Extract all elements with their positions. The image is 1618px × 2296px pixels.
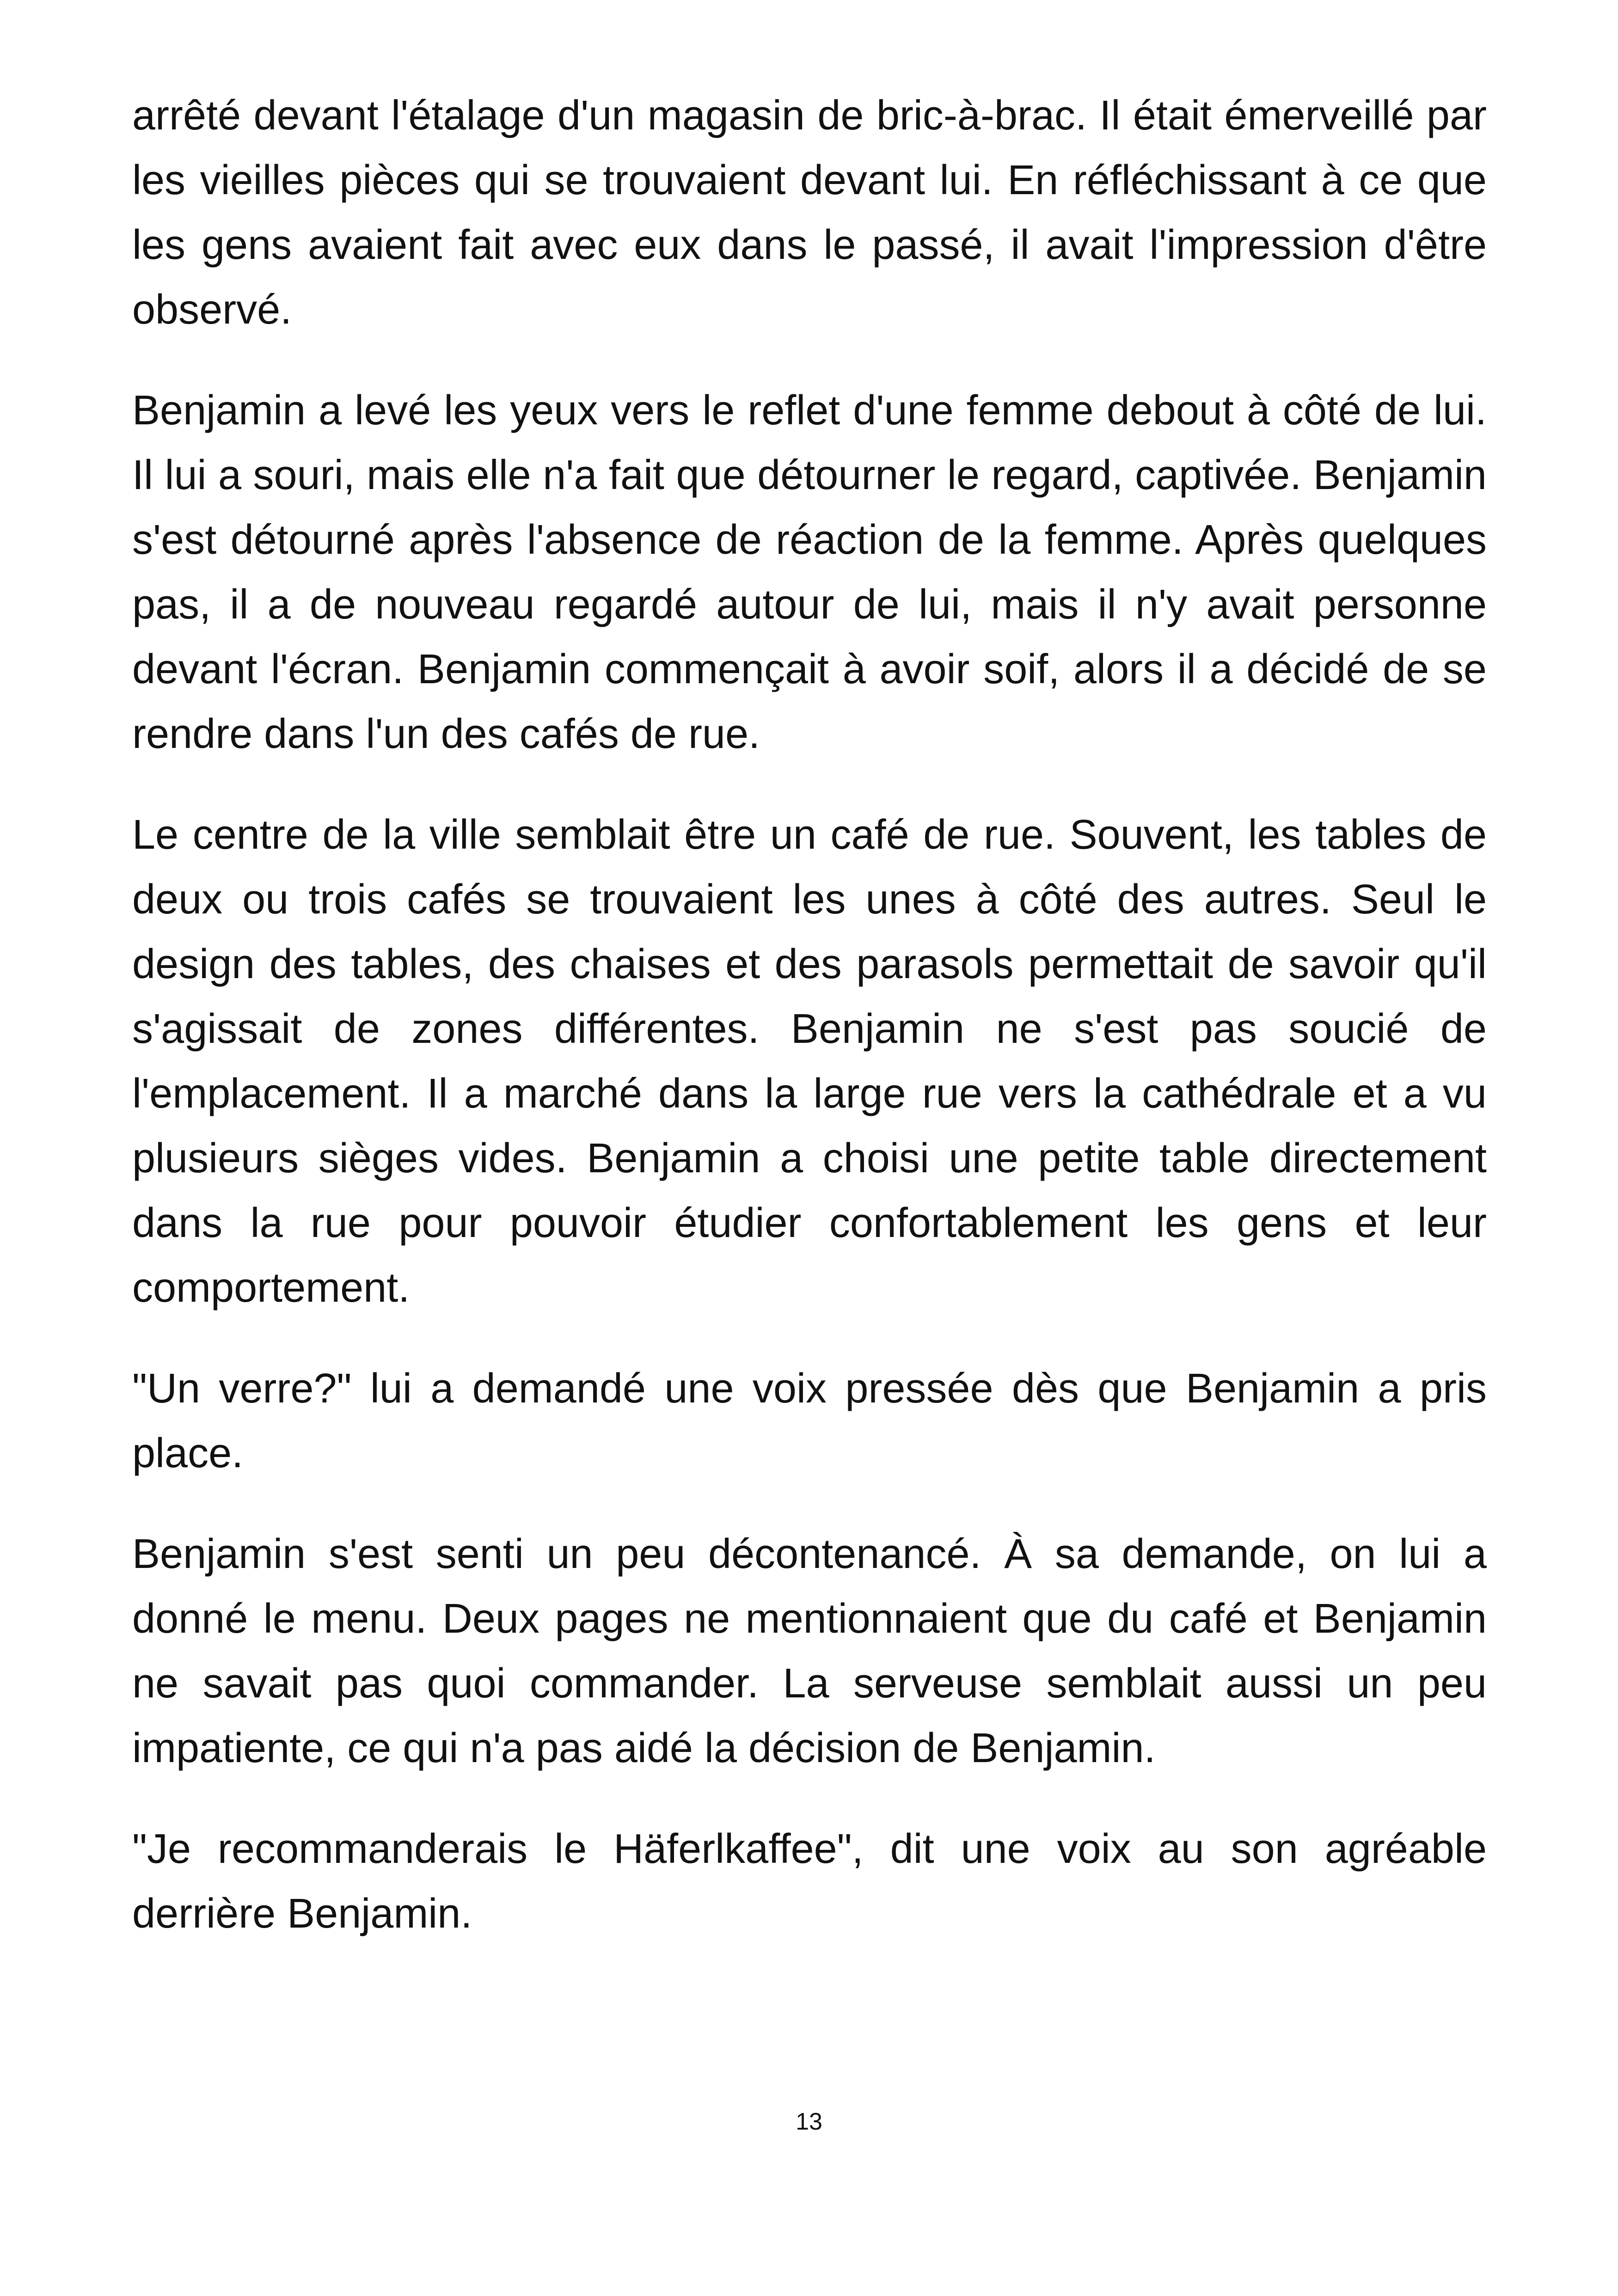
page-number: 13 [796,2108,822,2135]
paragraph: "Je recommanderais le Häferlkaffee", dit une voix au son agréable derrière Benjamin. [132,1826,1487,1937]
paragraph: Benjamin s'est senti un peu décontenancé. À sa demande, on lui a donné le menu. Deux pages ne mentionnaient que du café et Benjamin ne savait pas quoi commander. La serveuse semblait aussi un peu impatiente, ce qui n'a pas aidé la décision de Benjamin. [132,1531,1487,1771]
paragraph: Benjamin a levé les yeux vers le reflet d'une femme debout à côté de lui. Il lui a souri, mais elle n'a fait que détourner le regard, captivée. Benjamin s'est détourné après l'absence de réaction de la femme. Après quelques pas, il a de nouveau regardé autour de lui, mais il n'y avait personne devant l'écran. Benjamin commençait à avoir soif, alors il a décidé de se rendre dans l'un des cafés de rue. [132,387,1487,757]
body-text [132,83,1487,1982]
paragraph: arrêté devant l'étalage d'un magasin de bric-à-brac. Il était émerveillé par les vieilles pièces qui se trouvaient devant lui. En réfléchissant à ce que les gens avaient fait avec eux dans le passé, il avait l'impression d'être observé. [132,92,1487,333]
paragraph: "Un verre?" lui a demandé une voix pressée dès que Benjamin a pris place. [132,1365,1487,1476]
paragraph: Le centre de la ville semblait être un café de rue. Souvent, les tables de deux ou trois cafés se trouvaient les unes à côté des autres. Seul le design des tables, des chaises et des parasols permettait de savoir qu'il s'agissait de zones différentes. Benjamin ne s'est pas soucié de l'emplacement. Il a marché dans la large rue vers la cathédrale et a vu plusieurs sièges vides. Benjamin a choisi une petite table directement dans la rue pour pouvoir étudier confortablement les gens et leur comportement. [132,812,1487,1311]
